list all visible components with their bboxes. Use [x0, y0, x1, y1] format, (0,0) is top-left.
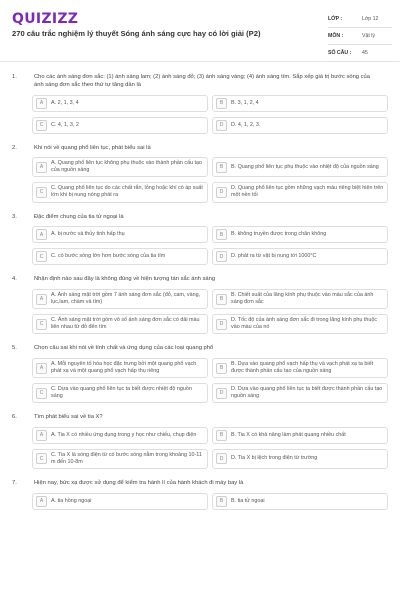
answer-option-b[interactable] [212, 493, 388, 510]
answer-option-c[interactable] [32, 117, 208, 134]
answer-options [32, 358, 388, 403]
question-stem [0, 145, 400, 153]
option-text: A. Tia X có nhiều ứng dụng trong y học như chiếu, chụp điện [51, 431, 197, 438]
option-text: D. Tia X bị lệch trong điện từ trường [231, 455, 318, 462]
option-letter-box: B [216, 229, 227, 240]
question-text: Chọn câu sai khi nói về tính chất và ứng dụng của các loại quang phổ [34, 345, 214, 352]
answer-option-d[interactable] [212, 248, 388, 265]
question-number: 3. [12, 213, 17, 220]
answer-option-d[interactable] [212, 117, 388, 134]
meta-row-subject [328, 28, 392, 45]
question-text: Cho các ánh sáng đơn sắc: (1) ánh sáng lam; (2) ánh sáng đỏ; (3) ánh sáng vàng; (4) ánh sáng tím. Sắp xếp giá trị bước sóng của ánh sáng đơn sắc theo thứ tự tăng dần là [34, 74, 370, 88]
meta-row-count [328, 45, 392, 62]
answer-option-c[interactable] [32, 182, 208, 202]
option-text: B. Quang phổ liên tục phụ thuộc vào nhiệt độ của nguồn sáng [231, 163, 379, 170]
question-text: Khi nói về quang phổ liên tục, phát biểu sai là [34, 144, 151, 151]
option-text: A. Mỗi nguyên tố hóa học đặc trưng bởi một quang phổ vạch phát xạ và một quang phổ vạch hấp thụ riêng [51, 361, 197, 375]
question-stem [0, 345, 400, 353]
option-text: D. 4, 1, 2, 3. [231, 121, 261, 128]
question-item [0, 214, 400, 266]
option-letter-box: D [216, 187, 227, 198]
option-text: D. phát ra từ vật bị nung tới 1000°C [231, 253, 317, 260]
question-text: Tìm phát biểu sai về tia X? [34, 414, 103, 421]
option-text: C. Quang phổ liên tục do các chất rắn, lỏng hoặc khí có áp suất lớn khi bị nung nóng phát ra [51, 185, 203, 199]
option-letter-box: B [216, 294, 227, 305]
option-text: C. Ánh sáng mặt trời gồm vô số ánh sáng đơn sắc có dải màu liên nhau từ đỏ đến tím [51, 317, 200, 331]
question-number: 2. [12, 144, 17, 151]
option-letter-box: B [216, 98, 227, 109]
option-text: B. Dựa vào quang phổ vạch hấp thụ và vạch phát xạ ta biết được thành phần cấu tạo của nguồn sáng [231, 361, 374, 375]
answer-option-c[interactable] [32, 314, 208, 334]
answer-option-a[interactable] [32, 157, 208, 177]
meta-value: Vật lý [362, 33, 375, 39]
option-letter-box: D [216, 453, 227, 464]
option-text: A. Quang phổ liên tục không phụ thuộc vào thành phần cấu tạo của nguồn sáng [51, 160, 203, 174]
answer-options [32, 157, 388, 202]
option-letter-box: A [36, 294, 47, 305]
option-letter-box: A [36, 98, 47, 109]
worksheet-header [0, 0, 400, 62]
question-text: Nhận định nào sau đây là không đúng về hiện tượng tán sắc ánh sáng [34, 276, 216, 283]
answer-option-b[interactable] [212, 358, 388, 378]
option-text: C. Tia X là sóng điện từ có bước sóng nằm trong khoảng 10-11 m đến 10-8m [51, 451, 202, 465]
option-letter-box: A [36, 496, 47, 507]
option-letter-box: B [216, 363, 227, 374]
question-text: Hiện nay, bức xạ được sử dụng để kiểm tra hành lí của hành khách đi máy bay là [34, 479, 244, 486]
question-stem [0, 74, 400, 90]
answer-option-a[interactable] [32, 358, 208, 378]
answer-options [32, 427, 388, 469]
option-letter-box: B [216, 430, 227, 441]
question-item [0, 480, 400, 510]
option-text: B. Tia X có khả năng làm phát quang nhiều chất [231, 431, 346, 438]
option-letter-box: C [36, 453, 47, 464]
option-text: D. Tốc độ của ánh sáng đơn sắc đi trong lăng kính phụ thuộc vào màu của nó [231, 317, 378, 331]
answer-option-c[interactable] [32, 383, 208, 403]
question-item [0, 74, 400, 134]
question-stem [0, 480, 400, 488]
option-text: C. Dựa vào quang phổ liên tục ta biết được nhiệt độ nguồn sáng [51, 386, 192, 400]
answer-option-b[interactable] [212, 427, 388, 444]
question-item [0, 345, 400, 403]
option-letter-box: A [36, 430, 47, 441]
option-letter-box: A [36, 229, 47, 240]
question-list [0, 74, 400, 521]
question-item [0, 145, 400, 203]
answer-option-a[interactable] [32, 493, 208, 510]
meta-label: MÔN : [328, 33, 344, 39]
meta-value: Lớp 12 [362, 16, 379, 22]
option-text: D. Quang phổ liên tục gồm những vạch màu riêng biệt hiện trên một nền tối [231, 185, 384, 199]
page-title: 270 câu trắc nghiệm lý thuyết Sóng ánh sáng cực hay có lời giải (P2) [12, 29, 261, 38]
question-stem [0, 214, 400, 222]
answer-option-b[interactable] [212, 226, 388, 243]
option-letter-box: C [36, 120, 47, 131]
meta-label: SỐ CÂU : [328, 50, 352, 56]
answer-option-d[interactable] [212, 383, 388, 403]
answer-option-b[interactable] [212, 95, 388, 112]
option-text: C. 4, 1, 3, 2 [51, 121, 79, 128]
option-letter-box: B [216, 496, 227, 507]
option-letter-box: D [216, 120, 227, 131]
meta-table [328, 11, 392, 62]
answer-options [32, 95, 388, 134]
answer-options [32, 226, 388, 265]
answer-option-d[interactable] [212, 182, 388, 202]
option-text: C. có bước sóng lớn hơn bước sóng của tia tím [51, 253, 166, 260]
option-letter-box: B [216, 162, 227, 173]
option-letter-box: C [36, 187, 47, 198]
meta-value: 45 [362, 50, 368, 56]
option-text: A. 2, 1, 3, 4 [51, 99, 79, 106]
answer-option-a[interactable] [32, 95, 208, 112]
question-stem [0, 414, 400, 422]
answer-option-d[interactable] [212, 314, 388, 334]
option-letter-box: C [36, 388, 47, 399]
answer-option-b[interactable] [212, 289, 388, 309]
option-text: B. Chiết suất của lăng kính phụ thuộc vào màu sắc của ánh sáng đơn sắc [231, 292, 374, 306]
option-letter-box: A [36, 363, 47, 374]
option-letter-box: C [36, 319, 47, 330]
question-number: 5. [12, 345, 17, 352]
meta-label: LỚP : [328, 16, 343, 22]
answer-option-d[interactable] [212, 449, 388, 469]
question-stem [0, 276, 400, 284]
question-number: 6. [12, 414, 17, 421]
option-text: B. 3, 1, 2, 4 [231, 99, 259, 106]
option-text: A. bị nước và thủy tinh hấp thụ [51, 231, 125, 238]
answer-option-c[interactable] [32, 248, 208, 265]
question-text: Đặc điểm chung của tia tử ngoại là [34, 213, 124, 220]
question-number: 1. [12, 74, 17, 80]
answer-options [32, 289, 388, 334]
option-text: D. Dựa vào quang phổ liên tục ta biết được thành phần cấu tạo nguồn sáng [231, 386, 383, 400]
option-letter-box: C [36, 251, 47, 262]
quizizz-logo: QUIZIZZ [12, 11, 79, 27]
answer-option-a[interactable] [32, 427, 208, 444]
answer-options [32, 493, 388, 510]
option-letter-box: D [216, 388, 227, 399]
answer-option-a[interactable] [32, 226, 208, 243]
option-text: B. tia tử ngoại [231, 497, 265, 504]
option-letter-box: A [36, 162, 47, 173]
option-text: A. tia hồng ngoại [51, 497, 92, 504]
option-text: B. không truyền được trong chân không [231, 231, 327, 238]
answer-option-b[interactable] [212, 157, 388, 177]
question-number: 4. [12, 276, 17, 283]
option-text: A. Ánh sáng mặt trời gồm 7 ánh sáng đơn sắc (đỏ, cam, vàng, lục,lam, chàm và tím) [51, 292, 201, 306]
option-letter-box: D [216, 251, 227, 262]
option-letter-box: D [216, 319, 227, 330]
question-item [0, 276, 400, 334]
answer-option-c[interactable] [32, 449, 208, 469]
question-number: 7. [12, 479, 17, 486]
answer-option-a[interactable] [32, 289, 208, 309]
meta-row-grade [328, 11, 392, 28]
question-item [0, 414, 400, 469]
